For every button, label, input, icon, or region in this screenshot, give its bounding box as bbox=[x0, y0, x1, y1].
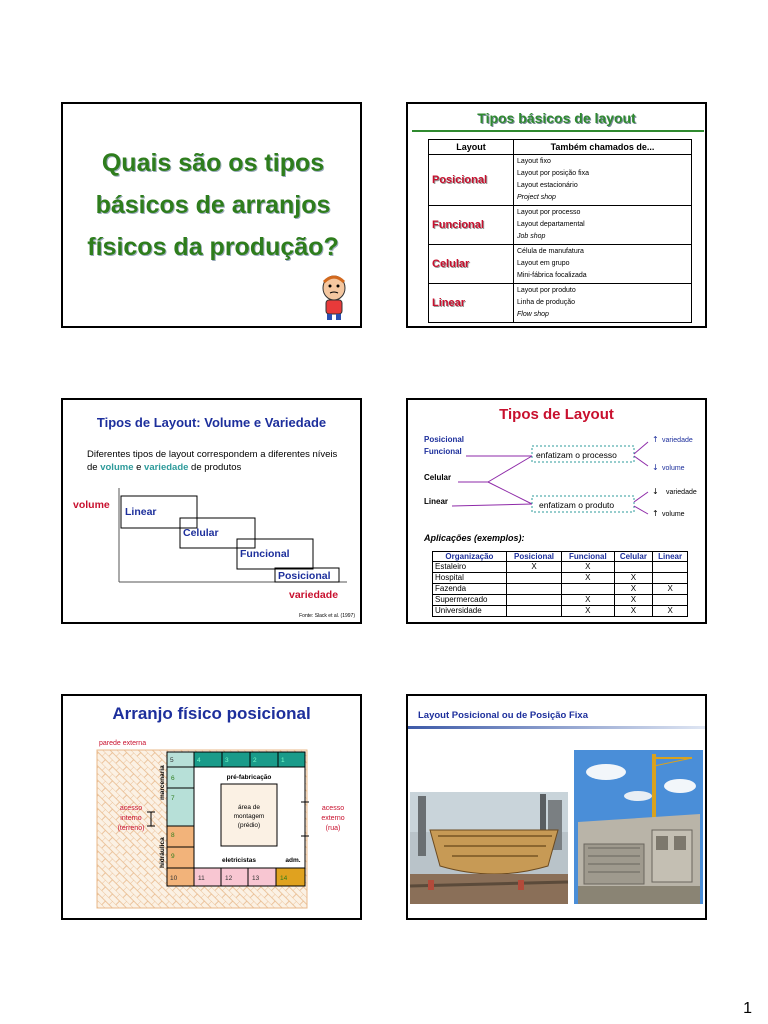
slide-title: Tipos de Layout bbox=[499, 406, 614, 423]
plumbing-label: hidráulica bbox=[159, 837, 166, 868]
arrow-label: volume bbox=[662, 465, 685, 472]
table-cell: X bbox=[614, 584, 653, 595]
cell-number: 9 bbox=[171, 853, 175, 860]
table-cell: Estaleiro bbox=[433, 562, 507, 573]
assembly-label: área de bbox=[237, 804, 261, 811]
building-site-photo bbox=[574, 750, 703, 904]
table-cell bbox=[653, 595, 688, 606]
table-row bbox=[429, 284, 692, 323]
label-posicional: Posicional bbox=[424, 435, 465, 444]
table-row bbox=[433, 595, 688, 606]
alt-name: Flow shop bbox=[517, 311, 549, 318]
construction-photos bbox=[408, 696, 705, 918]
title-underline bbox=[412, 130, 704, 132]
table-cell: Universidade bbox=[433, 606, 507, 617]
cell-number: 7 bbox=[171, 795, 175, 802]
alt-name: Célula de manufatura bbox=[517, 248, 584, 255]
cell-7 bbox=[167, 788, 194, 826]
cell-number: 10 bbox=[170, 875, 178, 882]
table-cell: X bbox=[562, 595, 614, 606]
adm-label: adm. bbox=[285, 857, 301, 864]
electricians-label: eletricistas bbox=[222, 857, 256, 864]
internal-access-label: (terreno) bbox=[117, 825, 145, 832]
carpentry-label: marcenaria bbox=[159, 765, 166, 800]
slide-title: Tipos básicos de layout bbox=[477, 110, 636, 126]
header-cell: Posicional bbox=[506, 552, 561, 562]
header-cell: Organização bbox=[433, 552, 507, 562]
header-cell: Celular bbox=[614, 552, 653, 562]
cell-number: 6 bbox=[171, 775, 175, 782]
label-celular: Celular bbox=[424, 473, 452, 482]
box-process-text: enfatizam o processo bbox=[536, 450, 617, 460]
slide-title: Layout Posicional ou de Posição Fixa bbox=[418, 710, 588, 721]
wall-label: parede externa bbox=[99, 740, 147, 747]
shipyard-photo bbox=[410, 792, 568, 904]
arrow-label: variedade bbox=[666, 489, 697, 496]
assembly-label: montagem bbox=[233, 813, 265, 820]
label-posicional: Posicional bbox=[278, 570, 331, 582]
prefab-label: pré-fabricação bbox=[226, 774, 272, 781]
connector bbox=[634, 492, 648, 502]
desc-text: de produtos bbox=[188, 462, 242, 473]
internal-access-label: acesso bbox=[119, 805, 143, 812]
slide-layout-types bbox=[406, 102, 707, 328]
table-cell bbox=[562, 584, 614, 595]
table-cell: X bbox=[614, 595, 653, 606]
internal-access-label: interno bbox=[120, 815, 142, 822]
cell-number: 3 bbox=[225, 757, 229, 764]
table-row bbox=[433, 573, 688, 584]
alt-name: Layout por produto bbox=[517, 287, 576, 294]
table-row bbox=[429, 245, 692, 284]
table-cell bbox=[614, 562, 653, 573]
connector bbox=[634, 506, 648, 514]
slide-layout-emphasis bbox=[406, 398, 707, 624]
connector bbox=[634, 456, 648, 466]
table-row bbox=[429, 206, 692, 245]
slide-question-title: Quais são os tipos básicos de arranjos físicos da produção? bbox=[87, 149, 339, 261]
header-cell: Também chamados de... bbox=[514, 140, 692, 155]
label-funcional: Funcional bbox=[240, 548, 290, 560]
table-cell bbox=[653, 562, 688, 573]
header-cell: Layout bbox=[429, 140, 514, 155]
alt-names bbox=[514, 284, 692, 323]
table-cell: X bbox=[562, 562, 614, 573]
layout-name: Posicional bbox=[429, 155, 514, 206]
desc-text: Diferentes tipos de layout correspondem a diferentes níveis de bbox=[87, 449, 338, 473]
arrow-up-icon: ↑ bbox=[652, 509, 659, 518]
table-cell: X bbox=[506, 562, 561, 573]
table-row bbox=[433, 562, 688, 573]
label-linear: Linear bbox=[125, 506, 157, 518]
table-header bbox=[433, 552, 688, 562]
box-product-text: enfatizam o produto bbox=[539, 500, 615, 510]
alt-name: Linha de produção bbox=[517, 299, 575, 306]
table-cell: Hospital bbox=[433, 573, 507, 584]
alt-names bbox=[514, 245, 692, 284]
slide-fixed-position-photos bbox=[406, 694, 707, 920]
alt-name: Layout por processo bbox=[517, 209, 581, 216]
table-cell bbox=[506, 606, 561, 617]
cell-number: 11 bbox=[198, 875, 205, 882]
cell-number: 14 bbox=[280, 875, 288, 882]
layout-name: Funcional bbox=[429, 206, 514, 245]
table-cell: Supermercado bbox=[433, 595, 507, 606]
cell-number: 2 bbox=[253, 757, 257, 764]
cell-number: 13 bbox=[252, 875, 260, 882]
desc-variety: variedade bbox=[144, 462, 189, 473]
slide-title: Arranjo físico posicional bbox=[112, 704, 311, 723]
cell-number: 12 bbox=[225, 875, 233, 882]
table-cell bbox=[506, 584, 561, 595]
applications-title: Aplicações (exemplos): bbox=[424, 533, 525, 543]
positional-layout-diagram bbox=[63, 696, 360, 918]
desc-volume: volume bbox=[100, 462, 134, 473]
alt-name: Layout estacionário bbox=[517, 182, 578, 189]
arrow-down-icon: ↓ bbox=[652, 487, 659, 496]
assembly-label: (prédio) bbox=[237, 822, 261, 829]
alt-name: Job shop bbox=[517, 233, 546, 240]
arrow-down-icon: ↓ bbox=[652, 463, 659, 472]
connector bbox=[634, 442, 648, 454]
alt-names bbox=[514, 155, 692, 206]
alt-names bbox=[514, 206, 692, 245]
emphasis-diagram bbox=[408, 400, 705, 530]
table-cell: X bbox=[653, 606, 688, 617]
connector bbox=[488, 456, 532, 482]
layout-name: Linear bbox=[429, 284, 514, 323]
table-cell bbox=[506, 595, 561, 606]
desc-text: e bbox=[133, 462, 145, 473]
table-cell bbox=[506, 573, 561, 584]
axis-label-variety: variedade bbox=[289, 589, 339, 601]
label-funcional: Funcional bbox=[424, 447, 462, 456]
label-celular: Celular bbox=[183, 527, 219, 539]
table-cell: X bbox=[562, 573, 614, 584]
arrow-label: volume bbox=[662, 511, 685, 518]
table-header bbox=[429, 140, 692, 155]
arrow-label: variedade bbox=[662, 437, 693, 444]
table-cell: Fazenda bbox=[433, 584, 507, 595]
table-cell: X bbox=[562, 606, 614, 617]
axis-label-volume: volume bbox=[73, 499, 110, 511]
header-cell: Funcional bbox=[562, 552, 614, 562]
table-cell bbox=[653, 573, 688, 584]
cell-number: 1 bbox=[281, 757, 285, 764]
arrow-up-icon: ↑ bbox=[652, 435, 659, 444]
external-access-label: acesso bbox=[321, 805, 345, 812]
external-access-label: (rua) bbox=[325, 825, 341, 832]
page-number: 1 bbox=[743, 1000, 752, 1017]
layout-name: Celular bbox=[429, 245, 514, 284]
connector bbox=[488, 482, 532, 504]
label-linear: Linear bbox=[424, 497, 449, 506]
table-cell: X bbox=[653, 584, 688, 595]
table-row bbox=[433, 606, 688, 617]
slide-title: Tipos de Layout: Volume e Variedade bbox=[96, 415, 327, 430]
slide-volume-variety bbox=[61, 398, 362, 624]
alt-name: Layout fixo bbox=[517, 158, 551, 165]
table-row bbox=[433, 584, 688, 595]
layout-types-table bbox=[428, 139, 692, 323]
slide-question bbox=[61, 102, 362, 328]
slide-positional-layout bbox=[61, 694, 362, 920]
cell-number: 8 bbox=[171, 832, 175, 839]
volume-variety-diagram bbox=[63, 400, 360, 622]
alt-name: Project shop bbox=[517, 194, 556, 201]
alt-name: Mini-fábrica focalizada bbox=[517, 272, 587, 279]
alt-name: Layout departamental bbox=[517, 221, 585, 228]
header-cell: Linear bbox=[653, 552, 688, 562]
cell-number: 5 bbox=[170, 757, 174, 764]
table-cell: X bbox=[614, 606, 653, 617]
table-cell: X bbox=[614, 573, 653, 584]
cell-number: 4 bbox=[197, 757, 201, 764]
alt-name: Layout por posição fixa bbox=[517, 170, 589, 177]
alt-name: Layout em grupo bbox=[517, 260, 570, 267]
source-note: Fonte: Slack et al. (1997) bbox=[299, 613, 355, 619]
connector bbox=[452, 504, 532, 506]
thinking-person-icon bbox=[317, 274, 351, 322]
table-row bbox=[429, 155, 692, 206]
applications-table bbox=[432, 551, 688, 617]
external-access-label: externo bbox=[321, 815, 345, 822]
